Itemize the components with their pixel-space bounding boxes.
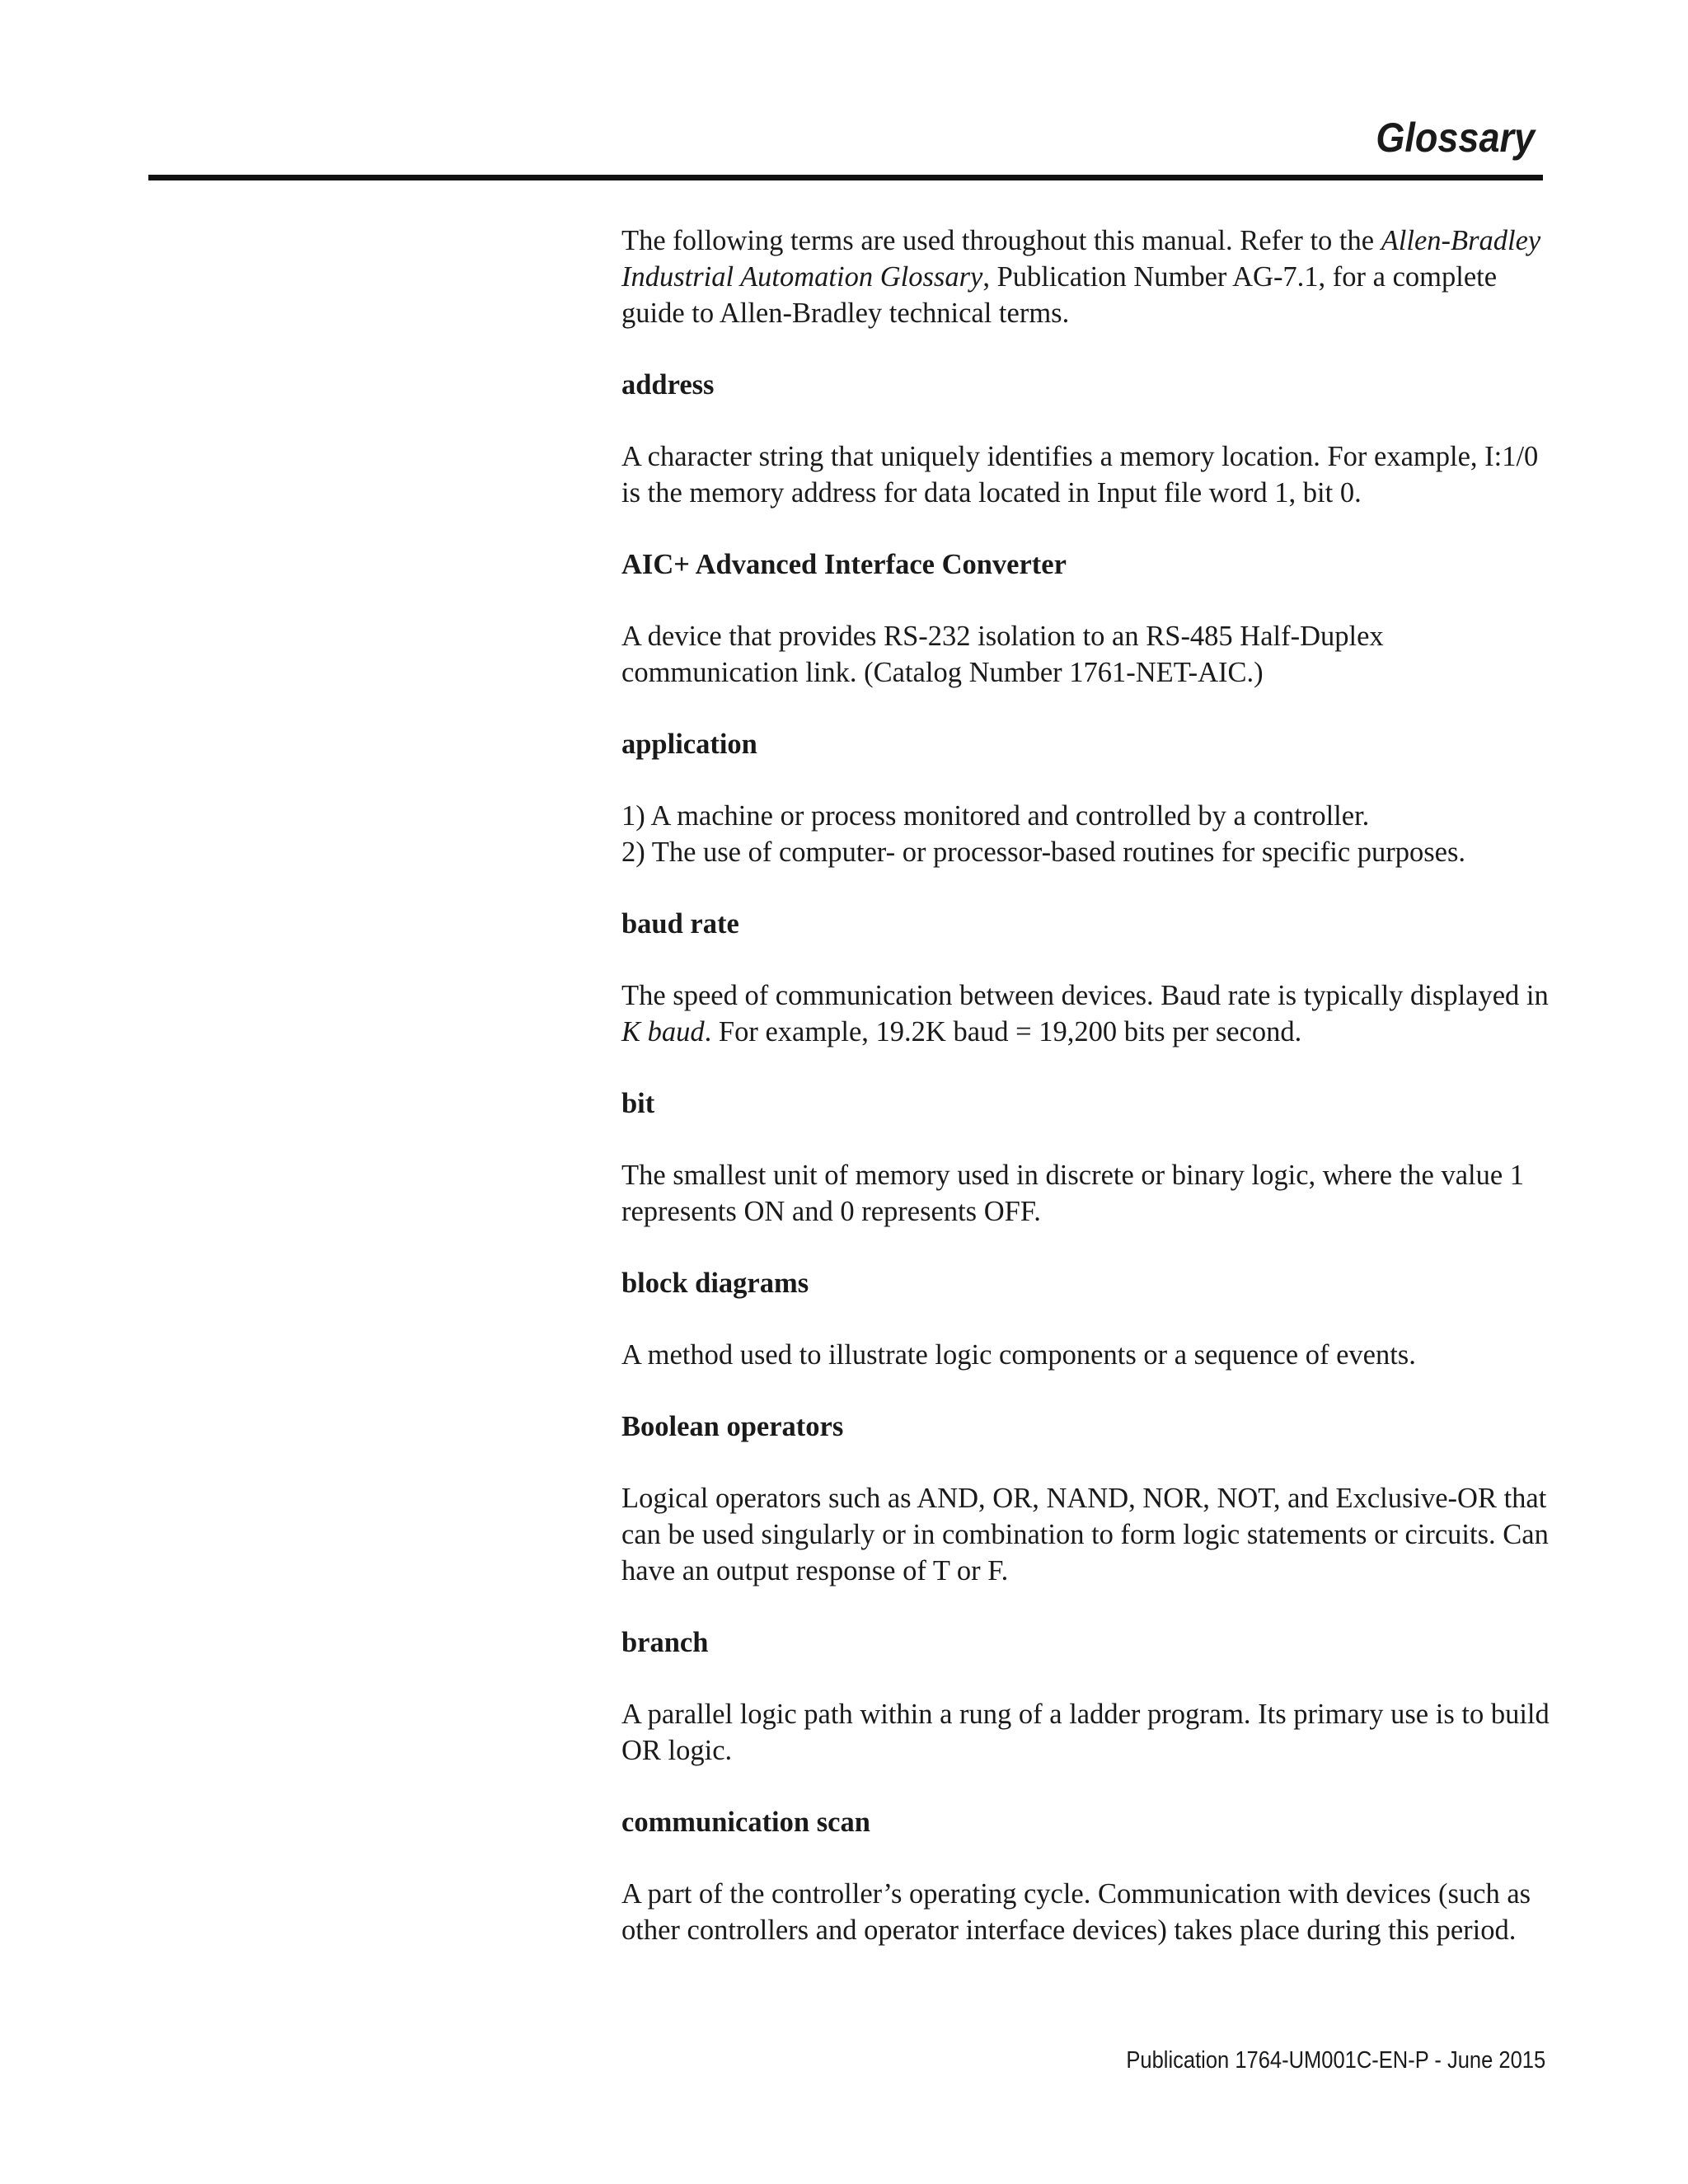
definition-application-line-1: 1) A machine or process monitored and controlled by a controller. (621, 800, 1370, 832)
definition-application-line-2: 2) The use of computer- or processor-based routines for specific purposes. (621, 837, 1466, 868)
definition-boolean-operators: Logical operators such as AND, OR, NAND, NOR, NOT, and Exclusive-OR that can be used singularly or in combination to form logic statements or circuits. Can have an output response of T or F. (621, 1483, 1549, 1586)
term-address: address (621, 369, 715, 401)
term-baud-rate: baud rate (621, 908, 739, 940)
term-branch: branch (621, 1627, 709, 1658)
definition-baud-rate (621, 977, 1557, 1050)
definition-application (621, 798, 1557, 870)
header-rule (148, 175, 1543, 180)
definition-aic-plus: A device that provides RS-232 isolation to an RS-485 Half-Duplex communication link. (Catalog Number 1761-NET-AIC.) (621, 621, 1384, 688)
definition-baud-rate-italic: K baud (621, 1016, 705, 1047)
intro-text-end: , Publication Number AG-7.1, for a complete guide to Allen-Bradley technical terms. (621, 261, 1498, 329)
term-block-diagrams: block diagrams (621, 1268, 809, 1299)
term-bit: bit (621, 1088, 655, 1119)
intro-paragraph (621, 223, 1557, 331)
definition-branch: A parallel logic path within a rung of a ladder program. Its primary use is to build OR logic. (621, 1699, 1550, 1766)
term-communication-scan: communication scan (621, 1807, 870, 1838)
intro-text-start: The following terms are used throughout this manual. Refer to the (621, 225, 1381, 256)
term-boolean-operators: Boolean operators (621, 1411, 844, 1442)
definition-bit: The smallest unit of memory used in discrete or binary logic, where the value 1 represents ON and 0 represents OFF. (621, 1160, 1525, 1227)
definition-baud-rate-start: The speed of communication between devices. Baud rate is typically displayed in (621, 980, 1549, 1011)
term-application: application (621, 729, 757, 760)
term-aic-plus: AIC+ Advanced Interface Converter (621, 549, 1067, 580)
definition-baud-rate-end: . For example, 19.2K baud = 19,200 bits per second. (704, 1016, 1302, 1047)
glossary-body (621, 223, 1557, 1984)
page-title: Glossary (1376, 115, 1535, 161)
definition-address: A character string that uniquely identifies a memory location. For example, I:1/0 is the memory address for data located in Input file word 1, bit 0. (621, 441, 1539, 509)
definition-communication-scan: A part of the controller’s operating cycle. Communication with devices (such as other controllers and operator interface devices) takes place during this period. (621, 1878, 1531, 1946)
definition-block-diagrams: A method used to illustrate logic components or a sequence of events. (621, 1339, 1416, 1371)
glossary-reference-title: Allen-Bradley Industrial Automation Glossary (621, 225, 1541, 293)
publication-footer: Publication 1764-UM001C-EN-P - June 2015 (1126, 2047, 1545, 2074)
